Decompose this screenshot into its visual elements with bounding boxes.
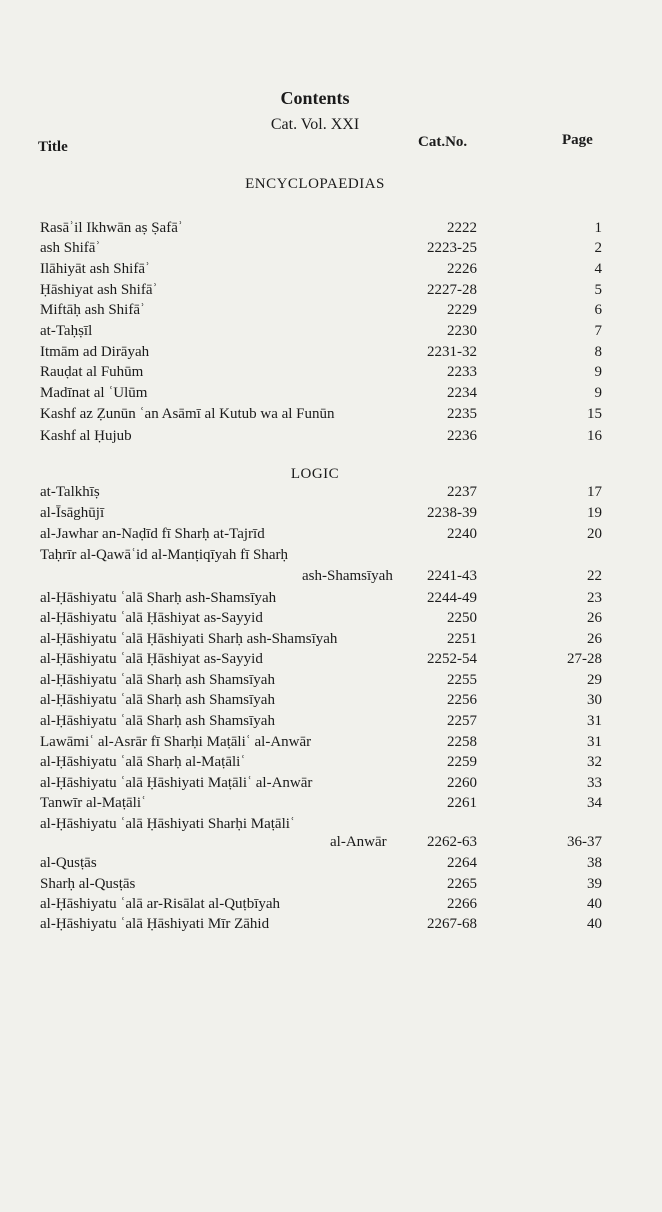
entry-title: Itmām ad Dirāyah (40, 344, 150, 360)
toc-entry (0, 383, 662, 403)
entry-page: 29 (587, 672, 602, 688)
entry-page: 38 (587, 855, 602, 871)
entry-catno: 2265 (447, 876, 477, 892)
entry-title-continued: ash-Shamsīyah (302, 568, 393, 584)
entry-catno: 2233 (447, 364, 477, 380)
entry-catno: 2238-39 (427, 505, 477, 521)
toc-entry (0, 732, 662, 752)
entry-title: Tanwīr al-Maṭāliʿ (40, 795, 146, 811)
volume-label: Cat. Vol. XXI (270, 116, 360, 133)
entry-title: al-Īsāghūjī (40, 505, 105, 521)
entry-page: 6 (594, 302, 602, 318)
toc-entry (0, 649, 662, 669)
entry-title: Rauḍat al Fuhūm (40, 364, 144, 380)
entry-title-continued: al-Anwār (330, 834, 387, 850)
entry-title: al-Ḥāshiyatu ʿalā Sharḥ al-Maṭāliʿ (40, 754, 246, 770)
entry-title: at-Talkhīṣ (40, 484, 100, 500)
entry-title: al-Jawhar an-Naḍīd fī Sharḥ at-Tajrīd (40, 526, 265, 542)
toc-entry (0, 670, 662, 690)
toc-entry (0, 362, 662, 382)
entry-catno: 2231-32 (427, 344, 477, 360)
toc-entry (0, 238, 662, 258)
entry-page: 40 (587, 916, 602, 932)
entry-page: 22 (587, 568, 602, 584)
entry-page: 9 (594, 385, 602, 401)
entry-page: 5 (594, 282, 602, 298)
entry-title: Ilāhiyāt ash Shifāʾ (40, 261, 150, 277)
entry-catno: 2240 (447, 526, 477, 542)
toc-entry (0, 894, 662, 914)
toc-entry (0, 342, 662, 362)
toc-entry (0, 690, 662, 710)
toc-entry (0, 914, 662, 934)
entry-title: al-Ḥāshiyatu ʿalā Ḥāshiyati Sharḥi Maṭāliʿ (40, 816, 295, 832)
entry-page: 7 (594, 323, 602, 339)
toc-entry (0, 404, 662, 424)
entry-title: al-Qusṭās (40, 855, 97, 871)
entry-page: 4 (594, 261, 602, 277)
toc-entry (0, 752, 662, 772)
toc-entry (0, 566, 662, 586)
column-header-catno: Cat.No. (418, 134, 468, 150)
entry-catno: 2251 (447, 631, 477, 647)
entry-page: 2 (594, 240, 602, 256)
entry-catno: 2237 (447, 484, 477, 500)
entry-catno: 2252-54 (427, 651, 477, 667)
toc-entry (0, 524, 662, 544)
entry-title: al-Ḥāshiyatu ʿalā Sharḥ ash Shamsīyah (40, 713, 275, 729)
entry-page: 1 (594, 220, 602, 236)
entry-title: Ḥāshiyat ash Shifāʾ (40, 282, 158, 298)
entry-catno: 2250 (447, 610, 477, 626)
entry-page: 20 (587, 526, 602, 542)
entry-catno: 2266 (447, 896, 477, 912)
entry-title: Miftāḥ ash Shifāʾ (40, 302, 145, 318)
toc-entry (0, 545, 662, 565)
entry-page: 26 (587, 631, 602, 647)
entry-page: 15 (587, 406, 602, 422)
entry-catno: 2229 (447, 302, 477, 318)
entry-page: 9 (594, 364, 602, 380)
entry-page: 34 (587, 795, 602, 811)
entry-title: al-Ḥāshiyatu ʿalā Ḥāshiyat as-Sayyid (40, 610, 263, 626)
entry-title: ash Shifāʾ (40, 240, 101, 256)
entry-title: al-Ḥāshiyatu ʿalā Sharḥ ash-Shamsīyah (40, 590, 277, 606)
entry-catno: 2257 (447, 713, 477, 729)
toc-entry (0, 218, 662, 238)
toc-entry (0, 793, 662, 813)
entry-page: 27-28 (567, 651, 602, 667)
column-header-title: Title (38, 139, 68, 155)
toc-entry (0, 426, 662, 446)
toc-entry (0, 629, 662, 649)
entry-title: Kashf al Ḥujub (40, 428, 132, 444)
entry-title: al-Ḥāshiyatu ʿalā Sharḥ ash Shamsīyah (40, 672, 275, 688)
entry-page: 31 (587, 734, 602, 750)
entry-catno: 2262-63 (427, 834, 477, 850)
entry-title: Sharḥ al-Qusṭās (40, 876, 136, 892)
entry-title: al-Ḥāshiyatu ʿalā Ḥāshiyati Maṭāliʿ al-Anwār (40, 775, 313, 791)
section-heading-logic: LOGIC (290, 466, 340, 482)
entry-page: 33 (587, 775, 602, 791)
toc-entry (0, 482, 662, 502)
entry-title: al-Ḥāshiyatu ʿalā Ḥāshiyat as-Sayyid (40, 651, 263, 667)
toc-entry (0, 773, 662, 793)
section-heading-encyclopaedias: ENCYCLOPAEDIAS (245, 176, 385, 192)
entry-catno: 2244-49 (427, 590, 477, 606)
entry-page: 23 (587, 590, 602, 606)
entry-catno: 2259 (447, 754, 477, 770)
entry-page: 8 (594, 344, 602, 360)
entry-catno: 2235 (447, 406, 477, 422)
entry-title: al-Ḥāshiyatu ʿalā Ḥāshiyati Sharḥ ash-Shamsīyah (40, 631, 338, 647)
toc-entry (0, 588, 662, 608)
toc-entry (0, 711, 662, 731)
entry-title: Lawāmiʿ al-Asrār fī Sharḥi Maṭāliʿ al-Anwār (40, 734, 312, 750)
entry-catno: 2267-68 (427, 916, 477, 932)
entry-catno: 2230 (447, 323, 477, 339)
toc-entry (0, 814, 662, 834)
entry-page: 31 (587, 713, 602, 729)
entry-page: 26 (587, 610, 602, 626)
entry-page: 32 (587, 754, 602, 770)
entry-catno: 2260 (447, 775, 477, 791)
entry-catno: 2264 (447, 855, 477, 871)
entry-title: Madīnat al ʿUlūm (40, 385, 148, 401)
toc-entry (0, 321, 662, 341)
entry-title: Taḥrīr al-Qawāʿid al-Manṭiqīyah fī Sharḥ (40, 547, 289, 563)
entry-catno: 2234 (447, 385, 477, 401)
toc-entry (0, 874, 662, 894)
entry-page: 16 (587, 428, 602, 444)
toc-entry (0, 503, 662, 523)
entry-title: al-Ḥāshiyatu ʿalā Ḥāshiyati Mīr Zāhid (40, 916, 270, 932)
entry-title: Rasāʾil Ikhwān aṣ Ṣafāʾ (40, 220, 183, 236)
entry-page: 40 (587, 896, 602, 912)
entry-page: 30 (587, 692, 602, 708)
toc-entry (0, 608, 662, 628)
entry-page: 39 (587, 876, 602, 892)
entry-catno: 2226 (447, 261, 477, 277)
entry-catno: 2258 (447, 734, 477, 750)
entry-title: Kashf az Ẓunūn ʿan Asāmī al Kutub wa al Funūn (40, 406, 335, 422)
toc-entry (0, 832, 662, 852)
entry-catno: 2222 (447, 220, 477, 236)
toc-entry (0, 280, 662, 300)
entry-catno: 2241-43 (427, 568, 477, 584)
entry-catno: 2261 (447, 795, 477, 811)
entry-catno: 2255 (447, 672, 477, 688)
entry-title: al-Ḥāshiyatu ʿalā ar-Risālat al-Quṭbīyah (40, 896, 281, 912)
entry-catno: 2223-25 (427, 240, 477, 256)
entry-page: 36-37 (567, 834, 602, 850)
entry-catno: 2256 (447, 692, 477, 708)
page-title: Contents (280, 88, 350, 108)
entry-page: 19 (587, 505, 602, 521)
entry-title: al-Ḥāshiyatu ʿalā Sharḥ ash Shamsīyah (40, 692, 275, 708)
toc-entry (0, 300, 662, 320)
toc-entry (0, 853, 662, 873)
column-header-page: Page (562, 132, 593, 148)
toc-entry (0, 259, 662, 279)
entry-page: 17 (587, 484, 602, 500)
entry-catno: 2236 (447, 428, 477, 444)
entry-catno: 2227-28 (427, 282, 477, 298)
entry-title: at-Taḥṣīl (40, 323, 93, 339)
